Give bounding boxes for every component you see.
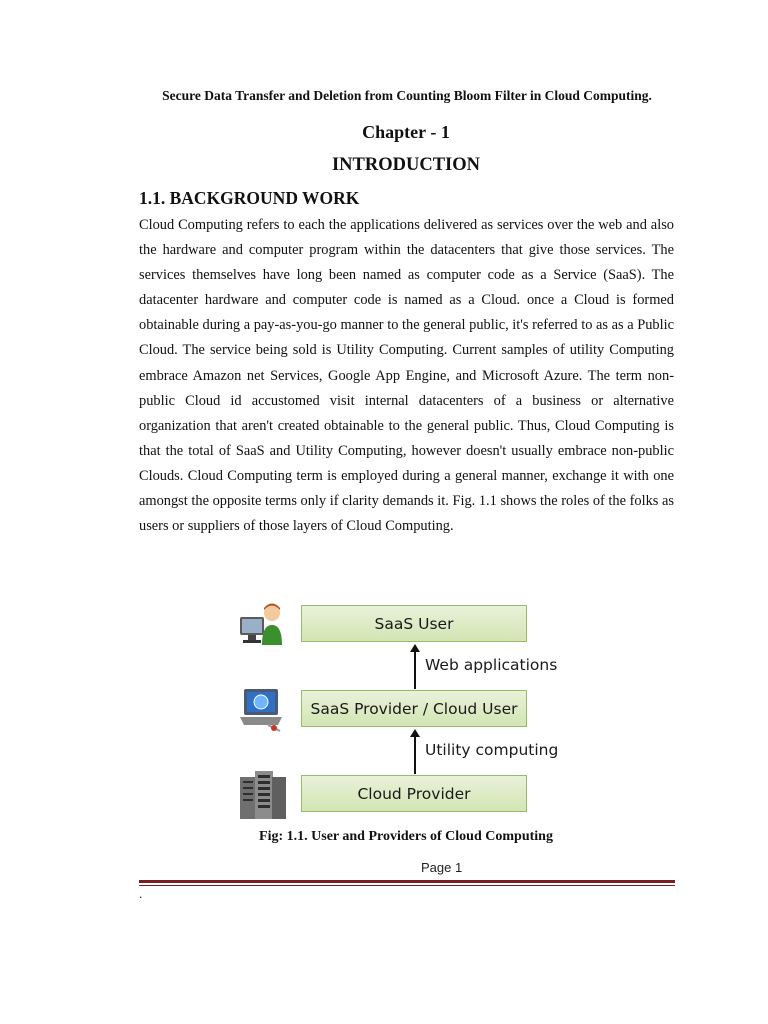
web-provider-icon bbox=[238, 685, 288, 738]
web-applications-label: Web applications bbox=[425, 656, 558, 674]
cloud-roles-figure bbox=[238, 597, 576, 822]
cloud-provider-box: Cloud Provider bbox=[301, 775, 527, 812]
chapter-number: Chapter - 1 bbox=[362, 122, 450, 142]
chapter-title: INTRODUCTION bbox=[331, 155, 481, 175]
body-paragraph: Cloud Computing refers to each the applications delivered as services over the web and also the hardware and computer program within the datacenters that give those services. The services themselves have long been named as computer code as a Service (SaaS). The datacenter hardware and computer code is named as a Cloud. once a Cloud is formed obtainable during a pay-as-you-go manner to the general public, it's referred to as as a Public Cloud. The service being sold is Utility Computing. Current samples of utility Computing embrace Amazon net Services, Google App Engine, and Microsoft Azure. The term non-public Cloud id accustomed visit internal datacenters of a business or alternative organization that aren't created obtainable to the general public. Thus, Cloud Computing is that the total of SaaS and Utility Computing, however doesn't usually embrace non-public Clouds. Cloud Computing term is employed during a general manner, exchange it with one amongst the opposite terms only if clarity demands it. Fig. 1.1 shows the roles of the folks as users or suppliers of those layers of Cloud Computing. bbox=[139, 217, 674, 535]
user-computer-icon bbox=[238, 601, 288, 654]
server-rack-icon bbox=[238, 769, 288, 826]
footer-rule-thick bbox=[139, 880, 675, 883]
section-heading: 1.1. BACKGROUND WORK bbox=[139, 188, 360, 208]
saas-provider-box: SaaS Provider / Cloud User bbox=[301, 690, 527, 727]
document-title: Secure Data Transfer and Deletion from Counting Bloom Filter in Cloud Computing. bbox=[162, 88, 652, 103]
saas-user-box: SaaS User bbox=[301, 605, 527, 642]
arrow-utility-computing bbox=[414, 736, 416, 774]
page-number: Page 1 bbox=[421, 860, 463, 875]
figure-caption: Fig: 1.1. User and Providers of Cloud Computing bbox=[259, 829, 553, 844]
utility-computing-label: Utility computing bbox=[425, 741, 559, 759]
footer-marker: . bbox=[139, 886, 143, 901]
arrow-web-applications bbox=[414, 651, 416, 689]
footer-rule-thin bbox=[139, 885, 675, 886]
